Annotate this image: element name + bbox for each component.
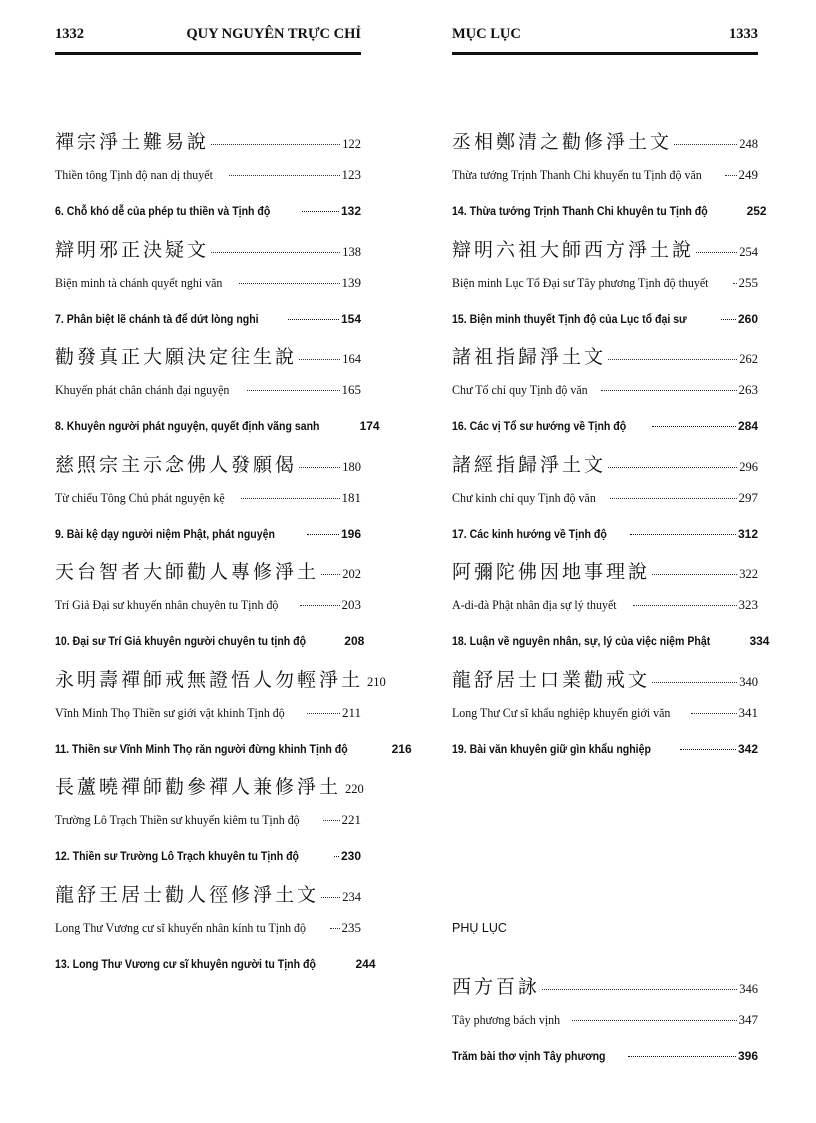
- toc-entry-sino-vietnamese-page-number: 235: [341, 919, 361, 935]
- toc-entry-sino-vietnamese[interactable]: [452, 382, 758, 398]
- dot-leader: [721, 319, 736, 320]
- dot-leader: [288, 319, 339, 320]
- toc-entry-chinese-page-number: 322: [739, 567, 758, 581]
- dot-leader: [321, 897, 340, 898]
- toc-entry-sino-vietnamese-title: A-di-đà Phật nhân địa sự lý thuyết: [452, 597, 617, 612]
- header-rule: [452, 52, 758, 55]
- toc-entry-vietnamese[interactable]: [55, 634, 365, 648]
- dot-leader: [542, 989, 737, 990]
- toc-entry-sino-vietnamese-page-number: 221: [341, 812, 361, 827]
- toc-entry-vietnamese[interactable]: [452, 1049, 758, 1063]
- toc-entry-sino-vietnamese-page-number: 297: [738, 489, 758, 505]
- toc-entry-sino-vietnamese-page-number: 249: [738, 167, 758, 182]
- toc-entry-vietnamese-page-number: 230: [340, 849, 361, 863]
- toc-entry-sino-vietnamese[interactable]: [55, 597, 361, 613]
- toc-entry-chinese-page-number: 248: [739, 137, 758, 151]
- dot-leader: [307, 534, 339, 535]
- toc-entry-chinese-page-number: 296: [739, 459, 758, 474]
- toc-entry-sino-vietnamese-title: Vĩnh Minh Thọ Thiền sư giới vật khinh Tịnh độ: [55, 704, 285, 720]
- toc-entry-chinese-title: 龍舒王居士勸人徑修淨土文: [55, 883, 320, 906]
- toc-entry-sino-vietnamese[interactable]: [55, 167, 361, 183]
- dot-leader: [680, 749, 736, 750]
- toc-entry-chinese-page-number: 340: [739, 674, 758, 689]
- toc-entry-vietnamese[interactable]: [55, 956, 376, 971]
- right-page: [452, 0, 770, 1063]
- dot-leader: [211, 252, 340, 253]
- toc-entry-vietnamese[interactable]: [55, 204, 361, 218]
- toc-entry-chinese-title: 永明壽禪師戒無證悟人勿輕淨土: [55, 668, 364, 691]
- toc-entry-vietnamese-title: 9. Bài kệ dạy người niệm Phật, phát nguyện: [55, 526, 275, 541]
- toc-entry-vietnamese[interactable]: [452, 634, 770, 648]
- dot-leader: [302, 211, 339, 212]
- toc-entry-sino-vietnamese[interactable]: [452, 275, 758, 291]
- toc-entry-vietnamese-title: 12. Thiền sư Trường Lô Trạch khuyên tu Tịnh độ: [55, 849, 299, 863]
- toc-entry-chinese-page-number: 180: [342, 459, 361, 474]
- dot-leader: [652, 682, 737, 683]
- right-page-header: [452, 26, 758, 52]
- toc-entry-vietnamese-page-number: 174: [359, 419, 380, 433]
- toc-entry-sino-vietnamese-title: Long Thư Vương cư sĩ khuyến nhân kính tu Tịnh độ: [55, 919, 307, 935]
- toc-entry-vietnamese[interactable]: [55, 527, 361, 541]
- toc-entry-chinese-title: 辯明邪正決疑文: [55, 238, 210, 261]
- toc-entry-vietnamese[interactable]: [452, 742, 758, 756]
- toc-entry-chinese-title: 禪宗淨土難易說: [55, 131, 210, 153]
- toc-entry-chinese-title: 辯明六祖大師西方淨土說: [452, 238, 695, 261]
- toc-entry-sino-vietnamese-title: Biện minh Lục Tổ Đại sư Tây phương Tịnh độ thuyết: [452, 274, 709, 290]
- toc-entry-chinese[interactable]: [55, 880, 361, 907]
- toc-entry-vietnamese-page-number: 196: [340, 526, 361, 541]
- toc-entry-vietnamese[interactable]: [55, 312, 361, 326]
- toc-entry-chinese[interactable]: [55, 235, 361, 262]
- dot-leader: [652, 426, 736, 427]
- dot-leader: [323, 820, 340, 821]
- toc-entry-sino-vietnamese-page-number: 165: [341, 382, 361, 397]
- dot-leader: [652, 574, 737, 575]
- dot-leader: [633, 605, 737, 606]
- toc-entry-sino-vietnamese-page-number: 139: [341, 274, 361, 290]
- toc-entry-sino-vietnamese[interactable]: [55, 812, 361, 828]
- toc-entry-chinese[interactable]: [452, 235, 758, 262]
- dot-leader: [610, 498, 736, 499]
- left-page: [55, 0, 412, 971]
- toc-entry-sino-vietnamese-page-number: 263: [738, 382, 758, 397]
- toc-entry-chinese-page-number: 262: [739, 352, 758, 366]
- toc-entry-vietnamese[interactable]: [452, 419, 758, 433]
- toc-entry-chinese-title: 慈照宗主示念佛人發願偈: [55, 453, 298, 476]
- toc-entry-sino-vietnamese[interactable]: [55, 920, 361, 936]
- toc-entry-sino-vietnamese-title: Thiền tông Tịnh độ nan dị thuyết: [55, 167, 213, 182]
- dot-leader: [299, 359, 340, 360]
- toc-entry-sino-vietnamese[interactable]: [55, 275, 361, 291]
- toc-entry-sino-vietnamese-page-number: 341: [738, 704, 758, 720]
- toc-entry-sino-vietnamese-title: Chư kinh chỉ quy Tịnh độ văn: [452, 489, 596, 505]
- toc-entry-vietnamese-title: 8. Khuyên người phát nguyện, quyết định vãng sanh: [55, 419, 320, 433]
- toc-entry-vietnamese-page-number: 334: [749, 634, 770, 648]
- toc-entry-sino-vietnamese[interactable]: [452, 705, 758, 721]
- dot-leader: [247, 390, 340, 391]
- toc-entry-vietnamese-title: Trăm bài thơ vịnh Tây phương: [452, 1049, 606, 1063]
- toc-entry-vietnamese-title: 11. Thiền sư Vĩnh Minh Thọ răn người đừng khinh Tịnh độ: [55, 741, 348, 756]
- toc-entry-vietnamese[interactable]: [55, 849, 361, 863]
- toc-entry-sino-vietnamese-title: Từ chiếu Tông Chủ phát nguyện kệ: [55, 489, 225, 505]
- toc-entry-chinese[interactable]: [452, 665, 758, 692]
- toc-entry-vietnamese-title: 6. Chỗ khó dễ của phép tu thiền và Tịnh độ: [55, 204, 271, 218]
- toc-entry-vietnamese-page-number: 252: [746, 204, 767, 218]
- toc-entry-vietnamese[interactable]: [55, 741, 412, 756]
- toc-entry-sino-vietnamese-title: Tây phương bách vịnh: [452, 1012, 561, 1027]
- dot-leader: [691, 713, 736, 714]
- toc-entry-chinese-title: 天台智者大師勸人專修淨土: [55, 561, 320, 583]
- toc-entry-chinese-page-number: 254: [739, 244, 758, 259]
- dot-leader: [211, 144, 340, 145]
- dot-leader: [733, 283, 737, 284]
- toc-entry-sino-vietnamese-page-number: 211: [341, 704, 361, 720]
- toc-entry-vietnamese-title: 17. Các kinh hướng về Tịnh độ: [452, 526, 607, 541]
- dot-leader: [572, 1020, 737, 1021]
- toc-entry-sino-vietnamese[interactable]: [55, 382, 361, 398]
- toc-entry-chinese[interactable]: [452, 972, 758, 999]
- toc-entry-vietnamese-title: 13. Long Thư Vương cư sĩ khuyên người tu Tịnh độ: [55, 956, 316, 971]
- page-number: 1333: [729, 26, 758, 42]
- toc-entry-sino-vietnamese-title: Biện minh tà chánh quyết nghi văn: [55, 274, 223, 290]
- toc-entry-chinese[interactable]: [452, 450, 758, 477]
- toc-entry-chinese[interactable]: [452, 557, 758, 584]
- dot-leader: [608, 359, 737, 360]
- toc-entry-sino-vietnamese-title: Long Thư Cư sĩ khẩu nghiệp khuyến giới văn: [452, 704, 671, 720]
- toc-entry-vietnamese-page-number: 244: [355, 956, 376, 971]
- toc-entry-vietnamese-page-number: 208: [344, 634, 365, 648]
- toc-entry-chinese-title: 丞相鄭清之勸修淨土文: [452, 131, 673, 153]
- dot-leader: [674, 144, 737, 145]
- toc-entry-chinese[interactable]: [55, 450, 361, 477]
- appendix-heading: PHỤ LỤC: [452, 921, 507, 935]
- toc-entry-vietnamese-page-number: 284: [737, 419, 758, 433]
- toc-entry-vietnamese-page-number: 260: [737, 311, 758, 326]
- running-title: MỤC LỤC: [452, 26, 521, 42]
- dot-leader: [725, 175, 736, 176]
- toc-entry-chinese[interactable]: [452, 342, 758, 369]
- dot-leader: [608, 467, 737, 468]
- toc-entry-chinese-page-number: 346: [739, 982, 758, 996]
- dot-leader: [330, 928, 340, 929]
- toc-entry-vietnamese[interactable]: [55, 419, 380, 433]
- toc-entry-sino-vietnamese-page-number: 123: [341, 167, 361, 182]
- toc-entry-chinese-title: 西方百詠: [452, 976, 541, 998]
- dot-leader: [334, 856, 339, 857]
- toc-entry-chinese-page-number: 234: [342, 889, 361, 904]
- toc-entry-chinese-page-number: 220: [345, 782, 364, 796]
- toc-entry-sino-vietnamese-title: Trí Giả Đại sư khuyến nhân chuyên tu Tịnh độ: [55, 597, 279, 612]
- toc-entry-chinese[interactable]: [55, 665, 386, 692]
- toc-entry-chinese[interactable]: [55, 342, 361, 369]
- toc-entry-chinese-title: 阿彌陀佛因地事理說: [452, 561, 651, 583]
- toc-entry-vietnamese-title: 16. Các vị Tổ sư hướng về Tịnh độ: [452, 419, 627, 433]
- page-number: 1332: [55, 26, 84, 42]
- dot-leader: [300, 605, 340, 606]
- toc-entry-chinese[interactable]: [55, 557, 361, 584]
- toc-entry-chinese-title: 勸發真正大願決定往生說: [55, 346, 298, 368]
- toc-entry-vietnamese-title: 10. Đại sư Trí Giả khuyên người chuyên tu tịnh độ: [55, 634, 307, 648]
- dot-leader: [696, 252, 737, 253]
- toc-entry-sino-vietnamese-page-number: 255: [738, 274, 758, 290]
- toc-entry-vietnamese-title: 18. Luận về nguyên nhân, sự, lý của việc niệm Phật: [452, 634, 711, 648]
- toc-entry-sino-vietnamese[interactable]: [452, 1012, 758, 1028]
- toc-entry-sino-vietnamese-page-number: 203: [341, 597, 361, 612]
- toc-entry-chinese-title: 長蘆曉禪師勸參禪人兼修淨土: [55, 776, 342, 798]
- dot-leader: [307, 713, 340, 714]
- toc-entry-chinese-title: 龍舒居士口業勸戒文: [452, 668, 651, 691]
- toc-entry-sino-vietnamese[interactable]: [452, 490, 758, 506]
- toc-entry-chinese-page-number: 164: [342, 352, 361, 366]
- toc-entry-vietnamese-title: 7. Phân biệt lẽ chánh tà để dứt lòng nghi: [55, 311, 259, 326]
- toc-entry-sino-vietnamese-title: Thừa tướng Trịnh Thanh Chi khuyến tu Tịnh độ văn: [452, 167, 702, 182]
- toc-entry-chinese-page-number: 138: [342, 244, 361, 259]
- toc-entry-chinese-page-number: 122: [342, 137, 361, 151]
- dot-leader: [630, 534, 736, 535]
- running-title: QUY NGUYÊN TRỰC CHỈ: [186, 26, 361, 42]
- toc-entry-vietnamese-title: 15. Biện minh thuyết Tịnh độ của Lục tổ đại sư: [452, 311, 687, 326]
- dot-leader: [241, 498, 339, 499]
- toc-entry-chinese-title: 諸祖指歸淨土文: [452, 346, 607, 368]
- dot-leader: [229, 175, 340, 176]
- toc-entry-chinese[interactable]: [452, 127, 758, 154]
- toc-entry-chinese[interactable]: [55, 127, 361, 154]
- toc-entry-chinese-page-number: 202: [342, 567, 361, 581]
- toc-entry-vietnamese-title: 19. Bài văn khuyên giữ gìn khẩu nghiệp: [452, 741, 651, 756]
- toc-entry-vietnamese-page-number: 342: [737, 741, 758, 756]
- toc-entry-vietnamese[interactable]: [452, 204, 767, 218]
- toc-entry-sino-vietnamese-page-number: 347: [738, 1012, 758, 1027]
- toc-entry-vietnamese-page-number: 132: [340, 204, 361, 218]
- toc-entry-sino-vietnamese-title: Khuyến phát chân chánh đại nguyện: [55, 382, 230, 397]
- toc-entry-sino-vietnamese[interactable]: [452, 167, 758, 183]
- toc-entry-vietnamese[interactable]: [452, 312, 758, 326]
- toc-entry-vietnamese[interactable]: [452, 527, 758, 541]
- dot-leader: [321, 574, 340, 575]
- toc-entry-sino-vietnamese[interactable]: [452, 597, 758, 613]
- toc-entry-vietnamese-page-number: 312: [737, 526, 758, 541]
- toc-entry-vietnamese-page-number: 216: [391, 741, 412, 756]
- toc-entry-vietnamese-title: 14. Thừa tướng Trịnh Thanh Chi khuyên tu Tịnh độ: [452, 204, 708, 218]
- dot-leader: [601, 390, 736, 391]
- toc-entry-sino-vietnamese-title: Trường Lô Trạch Thiền sư khuyến kiêm tu Tịnh độ: [55, 812, 300, 827]
- dot-leader: [239, 283, 340, 284]
- toc-entry-sino-vietnamese-title: Chư Tổ chỉ quy Tịnh độ văn: [452, 382, 588, 397]
- toc-entry-sino-vietnamese-page-number: 181: [341, 489, 361, 505]
- left-page-header: [55, 26, 361, 52]
- toc-entry-vietnamese-page-number: 154: [340, 311, 361, 326]
- header-rule: [55, 52, 361, 55]
- toc-entry-sino-vietnamese-page-number: 323: [738, 597, 758, 612]
- toc-entry-chinese[interactable]: [55, 772, 364, 799]
- toc-entry-chinese-title: 諸經指歸淨土文: [452, 453, 607, 476]
- toc-entry-sino-vietnamese[interactable]: [55, 705, 361, 721]
- dot-leader: [628, 1056, 736, 1057]
- toc-entry-vietnamese-page-number: 396: [737, 1049, 758, 1063]
- toc-entry-chinese-page-number: 210: [367, 674, 386, 689]
- dot-leader: [299, 467, 340, 468]
- toc-entry-sino-vietnamese[interactable]: [55, 490, 361, 506]
